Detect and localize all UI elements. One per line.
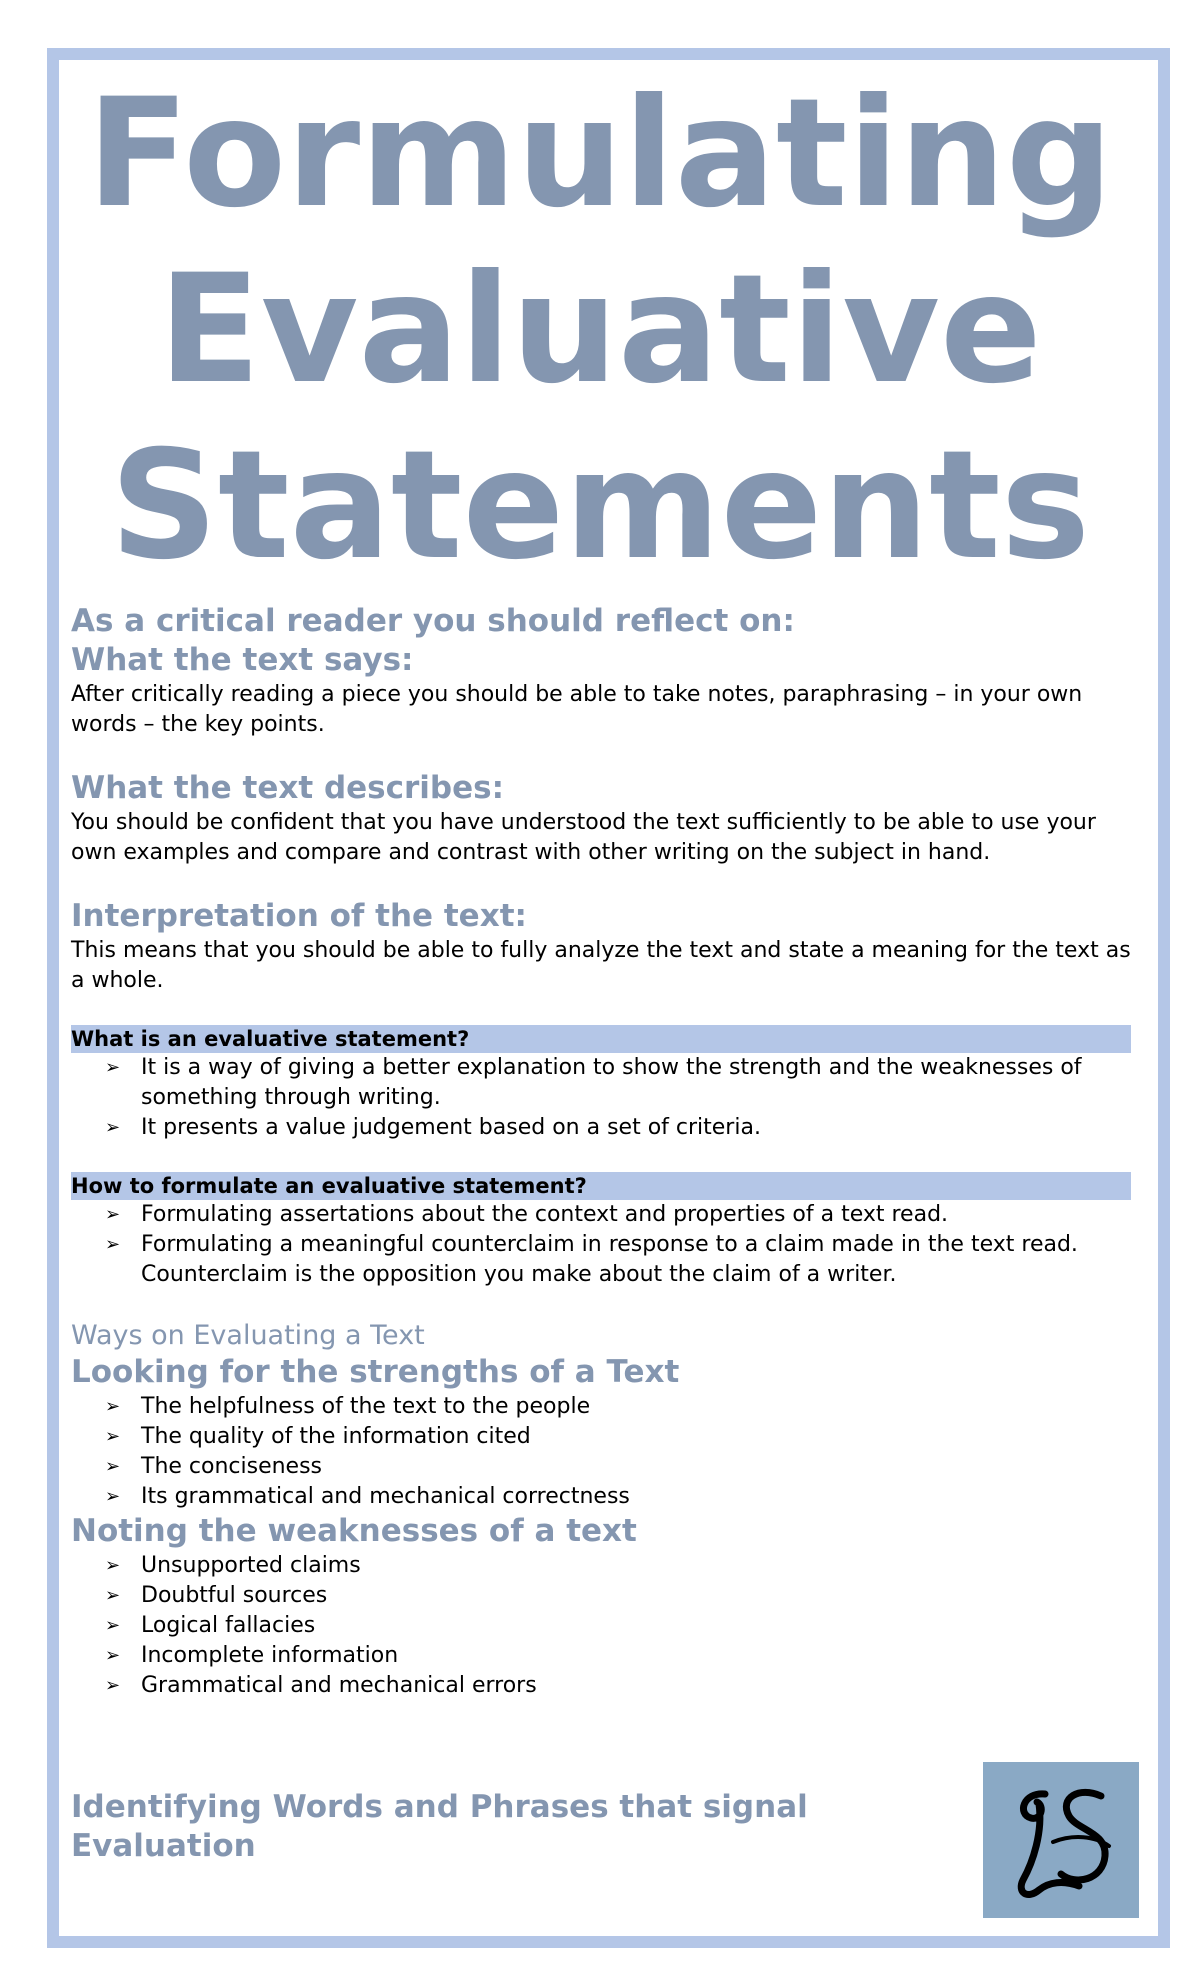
list-item: ➢ Doubtful sources bbox=[141, 1581, 1131, 1611]
section-body: This means that you should be able to fully analyze the text and state a meaning for the text as a whole. bbox=[71, 938, 1131, 993]
bottom-heading: Identifying Words and Phrases that signal Evaluation bbox=[71, 1789, 808, 1864]
how-to-heading: How to formulate an evaluative statement? bbox=[71, 1172, 1131, 1200]
arrow-bullet-icon: ➢ bbox=[105, 1057, 121, 1078]
title-line: Evaluative bbox=[158, 243, 1042, 417]
weaknesses-list bbox=[71, 1551, 1131, 1701]
list-item: ➢ Formulating a meaningful counterclaim in response to a claim made in the text read. Counterclaim is the opposition you make about the claim of a writer. bbox=[105, 1232, 1078, 1287]
list-item: ➢ Incomplete information bbox=[141, 1641, 1131, 1671]
list-item: ➢ Formulating assertations about the context and properties of a text read. bbox=[141, 1200, 1131, 1230]
arrow-bullet-icon: ➢ bbox=[105, 1585, 121, 1606]
arrow-bullet-icon: ➢ bbox=[105, 1486, 121, 1507]
section-heading: What the text says: bbox=[71, 642, 414, 678]
list-item: ➢ Its grammatical and mechanical correctness bbox=[141, 1482, 1131, 1512]
main-content bbox=[71, 602, 1131, 1701]
list-item: ➢ The conciseness bbox=[141, 1452, 1131, 1482]
section-body: You should be confident that you have understood the text sufficiently to be able to use your own examples and compare and contrast with other writing on the subject in hand. bbox=[71, 810, 1096, 865]
arrow-bullet-icon: ➢ bbox=[105, 1396, 121, 1417]
list-item: ➢ Logical fallacies bbox=[141, 1611, 1131, 1641]
arrow-bullet-icon: ➢ bbox=[105, 1204, 121, 1225]
list-item: ➢ It is a way of giving a better explanation to show the strength and the weaknesses of something through writing. bbox=[105, 1055, 1082, 1110]
intro-heading: As a critical reader you should reflect on: bbox=[71, 603, 795, 639]
list-item: ➢ The quality of the information cited bbox=[141, 1422, 1131, 1452]
page-title bbox=[0, 66, 1200, 594]
arrow-bullet-icon: ➢ bbox=[105, 1555, 121, 1576]
list-item: ➢ Unsupported claims bbox=[141, 1551, 1131, 1581]
ways-label: Ways on Evaluating a Text bbox=[71, 1320, 425, 1351]
list-item: ➢ Grammatical and mechanical errors bbox=[141, 1671, 1131, 1701]
arrow-bullet-icon: ➢ bbox=[105, 1645, 121, 1666]
list-item: ➢ The helpfulness of the text to the people bbox=[141, 1392, 1131, 1422]
strengths-heading: Looking for the strengths of a Text bbox=[71, 1354, 680, 1390]
arrow-bullet-icon: ➢ bbox=[105, 1615, 121, 1636]
title-line: Statements bbox=[109, 419, 1091, 593]
weaknesses-heading: Noting the weaknesses of a text bbox=[71, 1513, 637, 1549]
what-is-list bbox=[71, 1053, 1131, 1143]
arrow-bullet-icon: ➢ bbox=[105, 1426, 121, 1447]
ls-monogram-logo-icon bbox=[983, 1762, 1139, 1918]
arrow-bullet-icon: ➢ bbox=[105, 1234, 121, 1255]
how-to-list bbox=[71, 1200, 1131, 1290]
what-is-heading: What is an evaluative statement? bbox=[71, 1025, 1131, 1053]
arrow-bullet-icon: ➢ bbox=[105, 1117, 121, 1138]
list-item: ➢ It presents a value judgement based on a set of criteria. bbox=[141, 1113, 1131, 1143]
arrow-bullet-icon: ➢ bbox=[105, 1675, 121, 1696]
title-line: Formulating bbox=[86, 67, 1114, 241]
strengths-list bbox=[71, 1392, 1131, 1512]
section-heading: What the text describes: bbox=[71, 770, 504, 806]
section-heading: Interpretation of the text: bbox=[71, 898, 527, 934]
section-body: After critically reading a piece you should be able to take notes, paraphrasing – in your own words – the key points. bbox=[71, 682, 1083, 737]
arrow-bullet-icon: ➢ bbox=[105, 1456, 121, 1477]
